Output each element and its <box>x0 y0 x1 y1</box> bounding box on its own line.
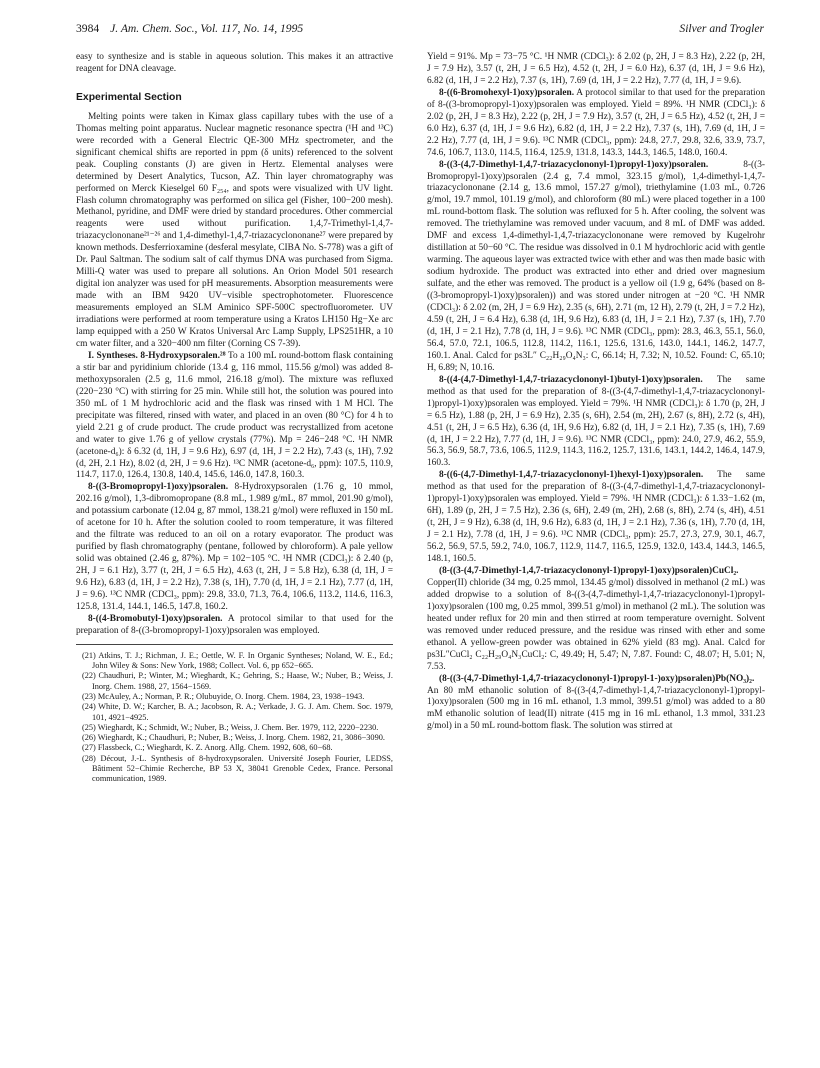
paragraph-body: An 80 mM ethanolic solution of 8-((3-(4,7-dimethyl-1,4,7-triazacyclononyl-1)propyl-1)oxy)psoralen (500 mg in 16 mL ethanol, 1.3 mmol, 399.51 g/mol) was added to a 80 mM ethanolic solution of lead(II) nitrate (415 mg in 16 mL ethanol, 1.3 mmol, 331.23 g/mol) in a 50 mL round-bottom flask. The solution was stirred at <box>427 685 765 732</box>
reference-item: (27) Flassbeck, C.; Wieghardt, K. Z. Anorg. Allg. Chem. 1992, 608, 60−68. <box>82 743 333 753</box>
compound-heading: 8-((3-Bromopropyl-1)oxy)psoralen. <box>88 482 229 493</box>
compound-heading: (8-((3-(4,7-Dimethyl-1,4,7-triazacyclononyl-1)propyl-1-)oxy)psoralen)Pb(NO₃)₂. <box>439 673 755 684</box>
running-head-left <box>76 22 303 35</box>
section-title: Experimental Section <box>76 91 182 103</box>
right-column <box>427 52 765 733</box>
page-number: 3984 <box>76 22 100 35</box>
references <box>76 644 393 785</box>
paragraph-body: 8-Hydroxypsoralen (1.76 g, 10 mmol, 202.16 g/mol), 1,3-dibromopropane (8.8 mL, 1.989 g/mL, 87 mmol, 201.90 g/mol), and potassium carbonate (12.04 g, 87 mmol, 138.21 g/mol) were refluxed in 150 mL of acetone for 10 h. After the solution cooled to room temperature, it was filtered and the filtrate was reduced to an oil on a rotary evaporator. The product was purified by flash chromatography (pentane, followed by chloroform). A pale yellow solid was obtained (2.46 g, 87%). Mp = 102−105 °C. ¹H NMR (CDCl₃): δ 2.40 (p, 2H, J = 6.1 Hz), 3.77 (t, 2H, J = 6.5 Hz), 4.63 (t, 2H, J = 5.8 Hz), 6.38 (d, 1H, J = 9.6 Hz), 6.83 (d, 1H, J = 2.2 Hz), 7.38 (s, 1H), 7.70 (d, 1H, J = 2.1 Hz), 7.77 (d, 1H, J = 9.6). ¹³C NMR (CDCl₃, ppm): 29.8, 33.0, 71.3, 76.4, 106.6, 113.2, 114.6, 116.3, 125.8, 131.4, 144.1, 146.5, 147.8, 160.2. <box>76 482 393 612</box>
compound-heading: 8-((3-(4,7-Dimethyl-1,4,7-triazacyclononyl-1)propyl-1)oxy)psoralen. <box>439 159 709 170</box>
running-head-authors: Silver and Trogler <box>679 22 764 35</box>
reference-item: (26) Wieghardt, K.; Chaudhuri, P.; Nuber, B.; Weiss, J. Inorg. Chem. 1982, 21, 3086−3090. <box>82 733 385 743</box>
synthesis-paragraph-2 <box>76 482 393 613</box>
paragraph-body: A protocol similar to that used for the preparation of 8-((3-bromopropyl-1)oxy)psoralen was employed. Yield = 89%. ¹H NMR (CDCl₃): δ 2.02 (p, 2H, J = 8.3 Hz), 2.22 (p, 2H, J = 7.9 Hz), 3.57 (t, 2H, J = 6.5 Hz), 4.52 (t, 2H, J = 6.0 Hz), 6.37 (d, 1H, J = 9.6 Hz), 6.82 (d, 1H, J = 2.2 Hz), 7.37 (s, 1H), 7.69 (d, 1H, J = 2.2 Hz), 7.77 (d, 1H, J = 9.6). ¹³C NMR (CDCl₃, ppm): 24.8, 27.7, 29.8, 32.6, 33.9, 73.7, 74.6, 106.7, 113.0, 114.5, 116.4, 125.9, 131.8, 143.3, 144.3, 146.5, 148.0, 160.4. <box>427 87 765 158</box>
compound-heading: 8-((6-(4,7-Dimethyl-1,4,7-triazacyclononyl-1)hexyl-1)oxy)psoralen. <box>439 470 704 481</box>
compound-heading: 8-((4-Bromobutyl-1)oxy)psoralen. <box>88 613 223 624</box>
continued-paragraph: Yield = 91%. Mp = 73−75 °C. ¹H NMR (CDCl₃): δ 2.02 (p, 2H, J = 8.3 Hz), 2.22 (p, 2H, J = 7.9 Hz), 3.57 (t, 2H, J = 6.5 Hz), 4.52 (t, 2H, J = 6.0 Hz), 6.37 (d, 1H, J = 9.6 Hz), 6.82 (d, 1H, J = 2.2 Hz), 7.37 (s, 1H), 7.69 (d, 1H, J = 2.2 Hz), 7.77 (d, 1H, J = 9.6). <box>427 52 765 86</box>
paragraph-body: The same method as that used for the preparation of 8-((3-(4,7-dimethyl-1,4,7-triazacyclononyl-1)propyl-1)oxy)psoralen was employed. Yield = 79%. ¹H NMR (CDCl₃): δ 1.33−1.62 (m, 6H), 1.89 (p, 2H, J = 7.5 Hz), 2.36 (s, 6H), 2.49 (m, 2H), 2.68 (s, 8H), 2.74 (s, 4H), 4.51 (t, 2H, J = 9 Hz), 6.38 (d, 1H, 9.6 Hz), 6.83 (d, 1H, J = 2.1 Hz), 7.36 (s, 1H), 7.70 (d, 1H, J = 2.1 Hz), 7.78 (d, 1H, J = 9.6). ¹³C NMR (CDCl₃, ppm): 25.7, 27.3, 27.9, 30.1, 46.7, 56.2, 56.9, 57.5, 59.2, 74.0, 106.7, 112.9, 114.7, 116.5, 125.9, 132.0, 143.4, 144.3, 146.5, 148.1, 160.5. <box>427 470 765 565</box>
paragraph-body: Copper(II) chloride (34 mg, 0.25 mmol, 134.45 g/mol) dissolved in methanol (2 mL) was added dropwise to a solution of 8-((3-(4,7-dimethyl-1,4,7-triazacyclononyl-1)propyl-1)oxy)psoralen (100 mg, 0.25 mmol, 399.51 g/mol) in methanol (2 mL). The solution was heated under reflux for 20 min and then stirred at room temperature overnight. Solvent was removed under reduced pressure, and the residue was rinsed with ether and some ethanol. A yellow-green powder was obtained in 62% yield (83 mg). Anal. Calcd for ps3L″CuCl₂ C₂₂H₂₉O₄N₃CuCl₂: C, 49.49; H, 5.47; N, 7.87. Found: C, 48.07; H, 5.01; N, 7.53. <box>427 577 765 672</box>
reference-item: (25) Wieghardt, K.; Schmidt, W.; Nuber, B.; Weiss, J. Chem. Ber. 1979, 112, 2220−2230. <box>82 722 379 732</box>
paragraph-body: The same method as that used for the preparation of 8-((3-(4,7-dimethyl-1,4,7-triazacyclononyl-1)propyl-1)oxy)psoralen was employed. Yield = 79%. ¹H NMR (CDCl₃): δ 1.70 (p, 2H, J = 6.5 Hz), 1.88 (p, 2H, J = 6.9 Hz), 2.35 (s, 6H), 2.54 (m, 2H), 2.67 (s, 8H), 2.72 (s, 4H), 4.51 (t, 2H, J = 6.5 Hz), 6.36 (d, 1H, 9.6 Hz), 6.82 (d, 1H, J = 2.1 Hz), 7.35 (s, 1H), 7.69 (d, 1H, J = 2.2 Hz), 7.77 (d, 1H, J = 9.6). ¹³C NMR (CDCl₃, ppm): 24.0, 27.9, 46.2, 55.9, 56.3, 56.9, 58.7, 73.6, 106.5, 112.9, 114.3, 116.2, 125.7, 131.6, 143.1, 144.2, 146.4, 147.9, 160.3. <box>427 374 765 469</box>
synthesis-paragraph-6 <box>427 375 765 471</box>
paragraph-body: 8-((3-Bromopropyl-1)oxy)psoralen (2.4 g, 7.4 mmol, 323.15 g/mol), 1,4-dimethyl-1,4,7-triazacyclononane (2.14 g, 13.6 mmol, 157.27 g/mol), triethylamine (1.03 mL, 0.726 g/mol, 19.7 mmol, 101.19 g/mol), and chloroform (80 mL) were placed together in a 100 mL round-bottom flask. The solution was refluxed for 5 h. After cooling, the solvent was removed. The triethylamine was removed under vacuum, and 8 mL of DMF was added. DMF and excess 1,4-dimethyl-1,4,7-triazacyclononane were removed by Kugelrohr distillation at 50−60 °C. The residue was dissolved in 0.1 M hydrochloric acid with gentle warming. The aqueous layer was extracted twice with ether and was then made basic with sodium hydroxide. The product was extracted into ether and dried over magnesium sulfate, and the ether was removed. The product is a yellow oil (1.9 g, 64% (based on 8-((3-bromopropyl-1)oxy)psoralen)) and was stored under nitrogen at −20 °C. ¹H NMR (CDCl₃): δ 2.02 (m, 2H, J = 6.9 Hz), 2.35 (s, 6H), 2.71 (m, 12 H), 2.79 (t, 2H, J = 7.2 Hz), 4.59 (t, 2H, J = 6.4 Hz), 6.38 (d, 1H, 9.6 Hz), 6.83 (d, 1H, J = 2.1 Hz), 7.37 (s, 1H), 7.70 (d, 1H, J = 2.1 Hz), 7.78 (d, 1H, J = 9.6). ¹³C NMR (CDCl₃, ppm): 28.3, 46.3, 55.1, 56.0, 56.4, 57.0, 72.1, 106.5, 112.8, 114.2, 116.1, 125.6, 131.6, 143.0, 144.1, 146.2, 147.7, 160.1. Anal. Calcd for ps3L″ C₂₂H₂₉O₄N₃: C, 66.14; H, 7.32; N, 10.52. Found: C, 65.10; H, 6.89; N, 10.16. <box>427 159 765 373</box>
reference-item: (21) Atkins, T. J.; Richman, J. E.; Oettle, W. F. In Organic Syntheses; Noland, W. E., Ed.; John Wiley & Sons: New York, 1988; Collect. Vol. 6, pp 652−665. <box>82 650 393 671</box>
synthesis-paragraph-4 <box>427 88 765 160</box>
methods-paragraph: Melting points were taken in Kimax glass capillary tubes with the use of a Thomas melting point apparatus. Nuclear magnetic resonance spectra (¹H and ¹³C) were recorded with a General Electric QE-300 MHz spectrometer, and the significant chemical shifts are reported in ppm (δ units) referenced to the solvent peak. Coupling constants (J) are given in Hertz. Elemental analyses were determined by Desert Analytics, Tucson, AZ. Thin layer chromatography was performed on Merck Kieselgel 60 F₂₅₄, and spots were visualized with UV light. Flash column chromatography was performed on silica gel (Fisher, 100−200 mesh). Methanol, pyridine, and DMF were dried by standard procedures. Other commercial reagents were used without purification. 1,4,7-Trimethyl-1,4,7-triazacyclononane²¹⁻²⁶ and 1,4-dimethyl-1,4,7-triazacyclononane²⁷ were prepared by known methods. Desferrioxamine (desferal mesylate, CIBA No. S-778) was a gift of Dr. Paul Saltman. The sodium salt of calf thymus DNA was purchased from Sigma. Milli-Q water was used to prepare all solutions. An Orion Model 501 research digital ion analyzer was used for pH measurements. Absorption measurements were made with an IBM 9420 UV−visible spectrophotometer. Fluorescence measurements employed an SLM Aminico SPF-500C spectrofluorometer. UV irradiations were performed at room temperature using a Kratos LH150 Hg−Xe arc lamp equipped with a 250 W Kratos Universal Arc Lamp Supply, LPS251HR, a 10 cm water filter, and a 320−400 nm filter (Corning CS 7-39). <box>76 111 393 349</box>
reference-item: (23) McAuley, A.; Norman, P. R.; Olubuyide, O. Inorg. Chem. 1984, 23, 1938−1943. <box>82 691 365 701</box>
paragraph-body: To a 100 mL round-bottom flask containing a stir bar and pyridinium chloride (13.4 g, 116 mmol, 115.56 g/mol) was added 8-methoxypsoralen (2.5 g, 11.6 mmol, 216.18 g/mol). The mixture was refluxed (220−230 °C) with stirring for 25 min. While still hot, the solution was poured into 350 mL of 1 M hydrochloric acid and the flask was rinsed with 1 M HCl. The precipitate was filtered, rinsed with water, and placed in an oven (80 °C) for 4 h to yield 2.21 g of crude product. The crude product was recrystallized from acetone and water to give 1.76 g of yellow crystals (77%). Mp = 246−248 °C. ¹H NMR (acetone-d₆): δ 6.32 (d, 1H, J = 9.6 Hz), 6.97 (d, 1H, J = 2.2 Hz), 7.43 (s, 1H), 7.92 (d, 2H, 2.1 Hz), 8.02 (d, 2H, J = 9.6 Hz). ¹³C NMR (acetone-d₆, ppm): 107.5, 110.9, 114.7, 117.0, 126.4, 130.8, 140.4, 145.6, 146.0, 147.8, 160.3. <box>76 350 393 481</box>
synthesis-paragraph-5 <box>427 160 765 375</box>
compound-heading: 8-((4-(4,7-Dimethyl-1,4,7-triazacyclononyl-1)butyl-1)oxy)psoralen. <box>439 374 703 385</box>
journal-citation: J. Am. Chem. Soc., Vol. 117, No. 14, 1995 <box>110 22 304 35</box>
synthesis-paragraph-8 <box>427 566 765 674</box>
paragraph-body: A protocol similar to that used for the preparation of 8-((3-bromopropyl-1)oxy)psoralen was employed. <box>76 613 393 636</box>
left-column <box>76 52 393 785</box>
page-header <box>76 22 764 42</box>
synthesis-paragraph-3 <box>76 614 393 638</box>
reference-item: (22) Chaudhuri, P.; Winter, M.; Wieghardt, K.; Gehring, S.; Haase, W.; Nuber, B.; Weiss, J. Inorg. Chem. 1988, 27, 1564−1569. <box>82 671 393 691</box>
compound-heading: I. Syntheses. 8-Hydroxypsoralen.²⁸ <box>88 350 226 361</box>
synthesis-paragraph-1 <box>76 351 393 482</box>
reference-item: (24) White, D. W.; Karcher, B. A.; Jacobson, R. A.; Verkade, J. G. J. Am. Chem. Soc. 1979, 101, 4921−4925. <box>82 702 393 722</box>
synthesis-paragraph-9 <box>427 674 765 734</box>
compound-heading: 8-((6-Bromohexyl-1)oxy)psoralen. <box>439 87 575 98</box>
compound-heading: (8-((3-(4,7-Dimethyl-1,4,7-triazacyclononyl-1)propyl-1)oxy)psoralen)CuCl₂. <box>439 565 739 576</box>
reference-item: (28) Décout, J.-L. Synthesis of 8-hydroxypsoralen. Université Joseph Fourier, LEDSS, Bâtiment 52−Chimie Recherche, BP 53 X, 38041 Grenoble Cedex, France. Personal communication, 1989. <box>82 753 393 784</box>
intro-paragraph: easy to synthesize and is stable in aqueous solution. This makes it an attractive reagent for DNA cleavage. <box>76 52 393 74</box>
synthesis-paragraph-7 <box>427 470 765 566</box>
